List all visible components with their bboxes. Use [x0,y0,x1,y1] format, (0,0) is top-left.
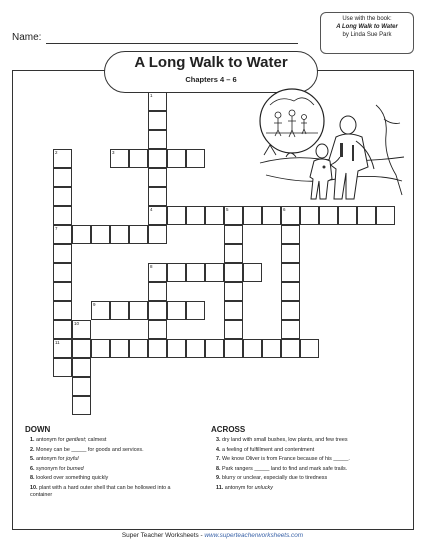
grid-cell[interactable] [167,263,186,282]
clue-text: antonym for [224,484,255,491]
grid-cell[interactable] [148,130,167,149]
grid-cell[interactable] [148,168,167,187]
down-clue [30,466,190,473]
grid-cell[interactable] [53,339,72,358]
grid-cell[interactable] [319,206,338,225]
grid-cell[interactable] [186,149,205,168]
down-clue [30,437,190,444]
grid-cell[interactable] [148,282,167,301]
grid-cell[interactable] [205,339,224,358]
grid-cell[interactable] [224,206,243,225]
name-label: Name: [12,32,42,43]
grid-cell[interactable] [338,206,357,225]
footer-text: Super Teacher Worksheets - [121,532,205,539]
grid-cell[interactable] [281,282,300,301]
grid-cell[interactable] [281,301,300,320]
down-heading: DOWN [25,425,51,434]
grid-cell[interactable] [53,320,72,339]
grid-cell[interactable] [281,339,300,358]
grid-cell[interactable] [148,206,167,225]
book-author: by Linda Sue Park [342,32,392,38]
clue-num: 3. [216,437,221,443]
clue-num: 5. [30,456,35,462]
grid-cell[interactable] [281,320,300,339]
footer [0,532,425,539]
grid-cell[interactable] [224,339,243,358]
clue-num: 1. [30,437,35,443]
grid-cell[interactable] [148,187,167,206]
grid-cell[interactable] [224,225,243,244]
grid-cell[interactable] [148,320,167,339]
clue-number: 4 [150,207,153,212]
across-clue [216,437,406,444]
grid-cell[interactable] [262,206,281,225]
clue-text: Park rangers _____ land to find and mark safe trails. [222,465,348,472]
grid-cell[interactable] [186,263,205,282]
clue-text: antonym for [36,437,66,443]
clue-emphasis: gentlest [65,437,85,443]
clue-num: 6. [30,465,35,472]
grid-cell[interactable] [167,149,186,168]
grid-cell[interactable] [110,339,129,358]
clue-text: blurry or unclear, especially due to tiredness [222,475,328,481]
grid-cell[interactable] [224,320,243,339]
clue-number: 2 [55,150,58,155]
grid-cell[interactable] [186,206,205,225]
clue-emphasis: joyful [65,456,79,462]
down-clue [30,485,190,499]
grid-cell[interactable] [53,149,72,168]
grid-cell[interactable] [72,320,91,339]
grid-cell[interactable] [281,225,300,244]
clue-num: 7. [216,456,221,462]
grid-cell[interactable] [224,244,243,263]
grid-cell[interactable] [72,377,91,396]
grid-cell[interactable] [167,339,186,358]
grid-cell[interactable] [53,301,72,320]
grid-cell[interactable] [281,263,300,282]
clue-tail: ; calmest [84,437,107,443]
clue-number: 11 [55,340,60,345]
clue-text: synonym for [36,465,67,472]
clue-emphasis: burned [66,465,84,472]
clue-number: 5 [226,207,229,212]
page-subtitle: Chapters 4 – 6 [185,75,237,84]
grid-cell[interactable] [91,301,110,320]
grid-cell[interactable] [129,149,148,168]
clue-text: dry land with small bushes, low plants, and few trees [222,437,348,443]
grid-cell[interactable] [91,225,110,244]
grid-cell[interactable] [72,358,91,377]
clue-text: a feeling of fulfillment and contentment [222,446,315,453]
grid-cell[interactable] [167,301,186,320]
grid-cell[interactable] [148,301,167,320]
clue-num: 4. [216,446,221,453]
clue-number: 6 [283,207,286,212]
grid-cell[interactable] [72,396,91,415]
across-clue [216,485,406,492]
across-clue [216,475,406,482]
grid-cell[interactable] [148,339,167,358]
across-heading: ACROSS [211,425,246,434]
across-clue [216,466,406,473]
down-clue [30,475,190,482]
grid-cell[interactable] [53,263,72,282]
grid-cell[interactable] [53,282,72,301]
grid-cell[interactable] [72,339,91,358]
clue-text: antonym for [36,456,66,462]
clue-number: 9 [93,302,96,307]
grid-cell[interactable] [53,244,72,263]
down-clue [30,447,190,454]
grid-cell[interactable] [186,301,205,320]
clue-num: 2. [30,446,35,453]
clue-num: 10. [30,484,38,491]
grid-cell[interactable] [148,263,167,282]
clue-emphasis: unlucky [254,484,273,491]
clue-number: 1 [150,93,153,98]
footer-url[interactable]: www.superteacherworksheets.com [204,532,304,539]
grid-cell[interactable] [110,301,129,320]
grid-cell[interactable] [281,206,300,225]
clue-text: Money can be _____ for goods and services. [36,446,144,453]
grid-cell[interactable] [281,244,300,263]
grid-cell[interactable] [110,225,129,244]
grid-cell[interactable] [129,301,148,320]
clue-num: 8. [216,465,221,472]
clue-number: 7 [55,226,58,231]
clue-num: 9. [216,475,221,481]
book-title: A Long Walk to Water [336,24,398,30]
grid-cell[interactable] [110,149,129,168]
across-clue [216,456,406,463]
grid-cell[interactable] [72,225,91,244]
grid-cell[interactable] [376,206,395,225]
grid-cell[interactable] [53,168,72,187]
grid-cell[interactable] [148,92,167,111]
grid-cell[interactable] [129,339,148,358]
clue-number: 10 [74,321,80,326]
grid-cell[interactable] [186,339,205,358]
grid-cell[interactable] [148,111,167,130]
grid-cell[interactable] [300,206,319,225]
book-info-line: Use with the book: [342,16,392,22]
clue-number: 3 [112,150,115,155]
grid-cell[interactable] [53,225,72,244]
clue-number: 8 [150,264,153,269]
grid-cell[interactable] [129,225,148,244]
grid-cell[interactable] [300,339,319,358]
grid-cell[interactable] [262,339,281,358]
grid-cell[interactable] [243,206,262,225]
grid-cell[interactable] [53,358,72,377]
grid-cell[interactable] [205,206,224,225]
grid-cell[interactable] [205,263,224,282]
grid-cell[interactable] [53,187,72,206]
grid-cell[interactable] [224,301,243,320]
clue-num: 11. [216,484,224,491]
across-clue [216,447,406,454]
grid-cell[interactable] [148,225,167,244]
grid-cell[interactable] [167,206,186,225]
clue-text: looked over something quickly [36,475,109,481]
grid-cell[interactable] [357,206,376,225]
down-clue [30,456,190,463]
grid-cell[interactable] [53,206,72,225]
grid-cell[interactable] [243,263,262,282]
grid-cell[interactable] [243,339,262,358]
grid-cell[interactable] [224,263,243,282]
clue-text: We know Oliver is from France because of his _____. [222,456,350,462]
grid-cell[interactable] [148,149,167,168]
grid-cell[interactable] [224,282,243,301]
page-title: A Long Walk to Water [134,54,288,71]
clue-text: plant with a hard outer shell that can be hollowed into a container [30,484,171,498]
grid-cell[interactable] [91,339,110,358]
clue-num: 8. [30,475,35,481]
